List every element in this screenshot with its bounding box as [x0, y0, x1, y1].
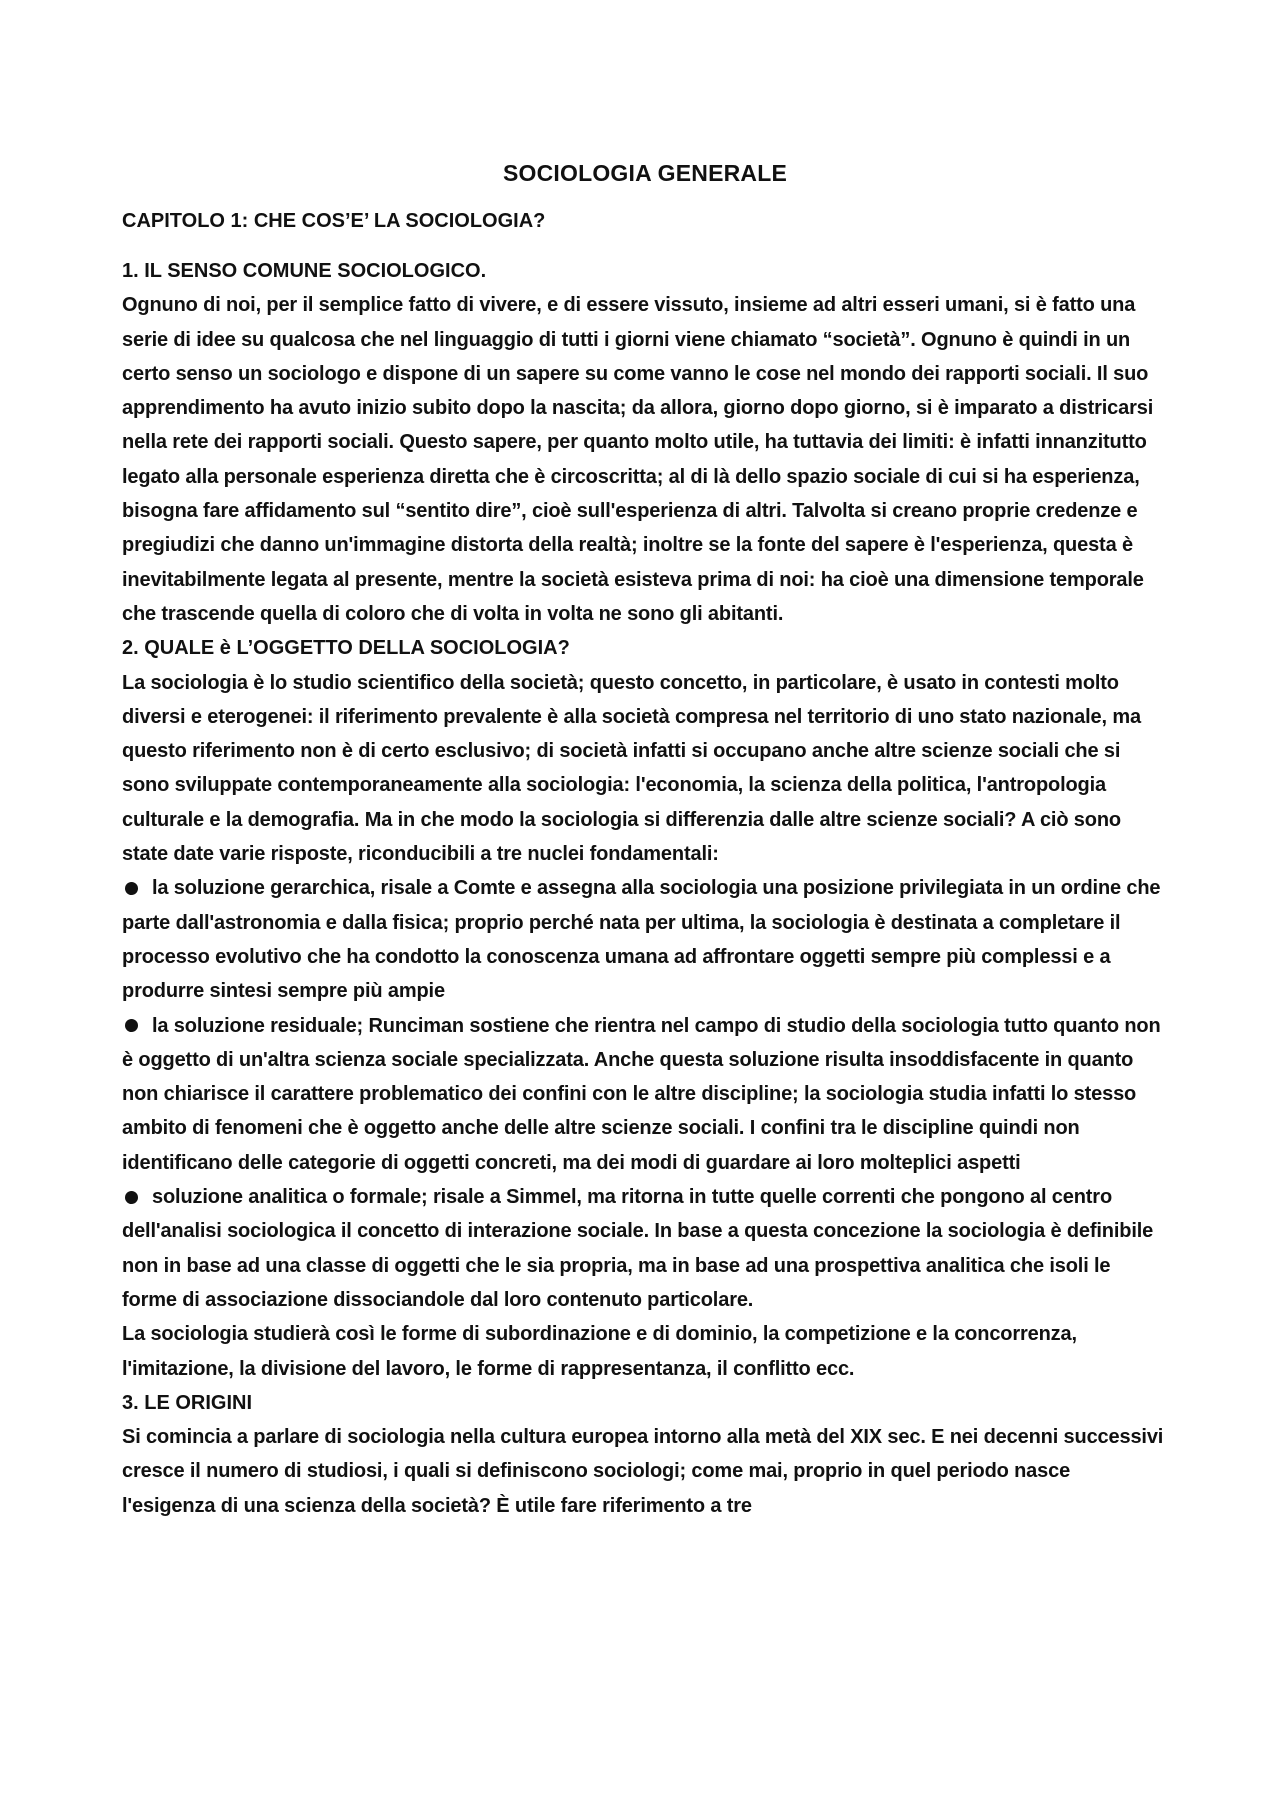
document-page	[122, 156, 1168, 1523]
bullet-dot-icon	[125, 1191, 138, 1204]
bullet-item-residual	[122, 1009, 1168, 1180]
section-2-bullet-list	[122, 871, 1168, 1317]
bullet-text: la soluzione residuale; Runciman sostiene che rientra nel campo di studio della sociologia tutto quanto non è oggetto di un'altra scienza sociale specializzata. Anche questa soluzione risulta insoddisfacente in quanto non chiarisce il carattere problematico dei confini con le altre discipline; la sociologia studia infatti lo stesso ambito di fenomeni che è oggetto anche delle altre scienze sociali. I confini tra le discipline quindi non identificano delle categorie di oggetti concreti, ma dei modi di guardare ai loro molteplici aspetti	[122, 1014, 1161, 1174]
section-2-paragraph: La sociologia è lo studio scientifico della società; questo concetto, in particolare, è usato in contesti molto diversi e eterogenei: il riferimento prevalente è alla società compresa nel territorio di uno stato nazionale, ma questo riferimento non è di certo esclusivo; di società infatti si occupano anche altre scienze sociali che si sono sviluppate contemporaneamente alla sociologia: l'economia, la scienza della politica, l'antropologia culturale e la demografia. Ma in che modo la sociologia si differenzia dalle altre scienze sociali? A ciò sono state date varie risposte, riconducibili a tre nuclei fondamentali:	[122, 671, 1141, 866]
section-1-heading: 1. IL SENSO COMUNE SOCIOLOGICO.	[122, 260, 487, 282]
section-3-heading: 3. LE ORIGINI	[122, 1391, 253, 1414]
bullet-dot-icon	[125, 1019, 138, 1032]
section-2-closing-paragraph: La sociologia studierà così le forme di subordinazione e di dominio, la competizione e la concorrenza, l'imitazione, la divisione del lavoro, le forme di rappresentanza, il conflitto ecc.	[122, 1323, 1077, 1380]
section-3-paragraph: Si comincia a parlare di sociologia nella cultura europea intorno alla metà del XIX sec. E nei decenni successivi cresce il numero di studiosi, i quali si definiscono sociologi; come mai, proprio in quel periodo nasce l'esigenza di una scienza della società? È utile fare riferimento a tre	[122, 1426, 1164, 1517]
section-2-heading: 2. QUALE è L’OGGETTO DELLA SOCIOLOGIA?	[122, 637, 570, 660]
document-title: SOCIOLOGIA GENERALE	[502, 160, 788, 186]
section-1-paragraph: Ognuno di noi, per il semplice fatto di vivere, e di essere vissuto, insieme ad altri esseri umani, si è fatto una serie di idee su qualcosa che nel linguaggio di tutti i giorni viene chiamato “società”. Ognuno è quindi in un certo senso un sociologo e dispone di un sapere su come vanno le cose nel mondo dei rapporti sociali. Il suo apprendimento ha avuto inizio subito dopo la nascita; da allora, giorno dopo giorno, si è imparato a districarsi nella rete dei rapporti sociali. Questo sapere, per quanto molto utile, ha tuttavia dei limiti: è infatti innanzitutto legato alla personale esperienza diretta che è circoscritta; al di là dello spazio sociale di cui si ha esperienza, bisogna fare affidamento sul “sentito dire”, cioè sull'esperienza di altri. Talvolta si creano proprie credenze e pregiudizi che danno un'immagine distorta della realtà; inoltre se la fonte del sapere è l'esperienza, questa è inevitabilmente legata al presente, mentre la società esisteva prima di noi: ha cioè una dimensione temporale che trascende quella di coloro che di volta in volta ne sono gli abitanti.	[122, 294, 1154, 625]
bullet-dot-icon	[125, 882, 138, 895]
bullet-item-hierarchical	[122, 871, 1168, 1008]
chapter-heading: CAPITOLO 1: CHE COS’E’ LA SOCIOLOGIA?	[122, 210, 546, 232]
bullet-text: soluzione analitica o formale; risale a Simmel, ma ritorna in tutte quelle correnti che pongono al centro dell'analisi sociologica il concetto di interazione sociale. In base a questa concezione la sociologia è definibile non in base ad una classe di oggetti che le sia propria, ma in base ad una prospettiva analitica che isoli le forme di associazione dissociandole dal loro contenuto particolare.	[122, 1186, 1154, 1311]
bullet-text: la soluzione gerarchica, risale a Comte e assegna alla sociologia una posizione privilegiata in un ordine che parte dall'astronomia e dalla fisica; proprio perché nata per ultima, la sociologia è destinata a completare il processo evolutivo che ha condotto la conoscenza umana ad affrontare oggetti sempre più complessi e a produrre sintesi sempre più ampie	[122, 877, 1161, 1003]
bullet-item-analytical	[122, 1180, 1168, 1317]
